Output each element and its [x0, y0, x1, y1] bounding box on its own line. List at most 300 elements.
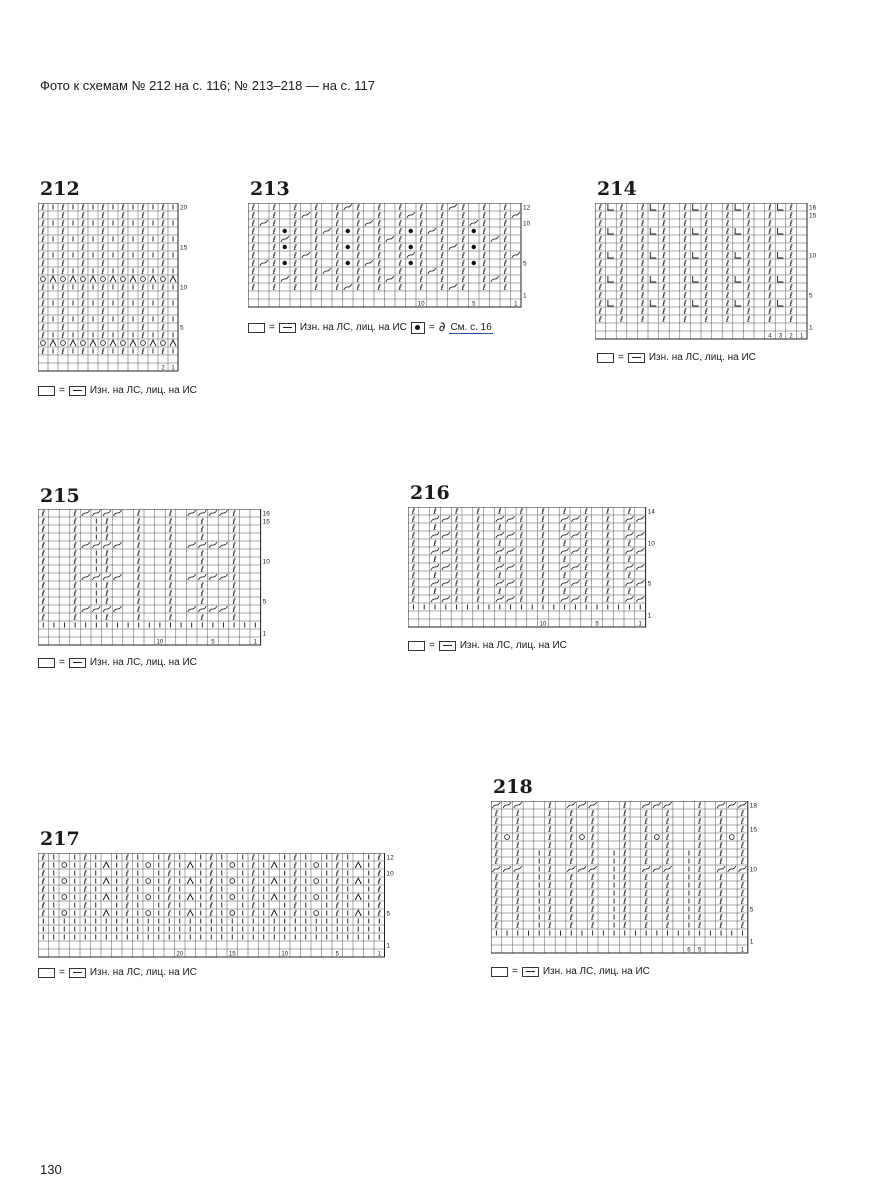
- twisted-stitch-mark: ℓ: [641, 243, 645, 252]
- twisted-stitch-mark: ℓ: [73, 613, 77, 622]
- twisted-stitch-mark: ℓ: [590, 881, 595, 890]
- twisted-stitch-mark: ℓ: [789, 203, 793, 212]
- slip-stitch-mark: [608, 300, 614, 306]
- twisted-stitch-mark: ℓ: [569, 825, 573, 834]
- twisted-stitch-mark: ℓ: [747, 235, 751, 244]
- twisted-stitch-mark: ℓ: [105, 589, 109, 598]
- twisted-stitch-mark: ℓ: [232, 581, 236, 590]
- stitch-symbols: [251, 203, 520, 292]
- twisted-stitch-mark: ℓ: [584, 515, 588, 524]
- twisted-stitch-mark: ℓ: [627, 507, 632, 516]
- twisted-stitch-mark: ℓ: [789, 235, 793, 244]
- cable-cross-mark: [82, 606, 90, 612]
- twisted-stitch-mark: ℓ: [61, 315, 65, 324]
- twisted-stitch-mark: ℓ: [768, 211, 772, 220]
- twisted-stitch-mark: ℓ: [623, 881, 627, 890]
- cable-cross-mark: [114, 574, 122, 580]
- yarn-over-mark: [146, 879, 151, 884]
- twisted-stitch-mark: ℓ: [516, 913, 520, 922]
- twisted-stitch-mark: ℓ: [548, 833, 552, 842]
- twisted-stitch-mark: ℓ: [569, 921, 573, 930]
- cable-cross-mark: [636, 564, 644, 570]
- twisted-stitch-mark: ℓ: [665, 809, 670, 818]
- decrease-mark: [355, 910, 361, 916]
- yarn-over-mark: [101, 341, 106, 346]
- twisted-stitch-mark: ℓ: [101, 331, 105, 340]
- row-tick-label: 10: [523, 220, 531, 228]
- twisted-stitch-mark: ℓ: [548, 801, 552, 810]
- cable-cross-mark: [496, 532, 504, 538]
- twisted-stitch-mark: ℓ: [137, 565, 141, 574]
- twisted-stitch-mark: ℓ: [619, 235, 624, 244]
- twisted-stitch-mark: ℓ: [411, 555, 416, 564]
- twisted-stitch-mark: ℓ: [232, 597, 236, 606]
- twisted-stitch-mark: ℓ: [665, 849, 670, 858]
- twisted-stitch-mark: ℓ: [121, 323, 125, 332]
- twisted-stitch-mark: ℓ: [167, 885, 171, 894]
- twisted-stitch-mark: ℓ: [398, 259, 402, 268]
- twisted-stitch-mark: ℓ: [665, 881, 670, 890]
- twisted-stitch-mark: ℓ: [584, 587, 588, 596]
- twisted-stitch-mark: ℓ: [335, 227, 339, 236]
- yarn-over-mark: [81, 277, 86, 282]
- cable-cross-mark: [625, 564, 633, 570]
- twisted-stitch-mark: ℓ: [200, 597, 204, 606]
- empty-cell-icon: [597, 353, 614, 363]
- twisted-stitch-mark: ℓ: [519, 587, 524, 596]
- row-tick-label: 16: [262, 510, 270, 518]
- twisted-stitch-mark: ℓ: [590, 921, 595, 930]
- slip-stitch-mark: [693, 276, 699, 282]
- twisted-stitch-mark: ℓ: [665, 841, 670, 850]
- twisted-stitch-mark: ℓ: [665, 857, 670, 866]
- twisted-stitch-mark: ℓ: [644, 841, 648, 850]
- twisted-stitch-mark: ℓ: [105, 581, 109, 590]
- page-header: Фото к схемам № 212 на с. 116; № 213–218 — на с. 117: [40, 78, 375, 93]
- twisted-stitch-mark: ℓ: [548, 809, 552, 818]
- twisted-stitch-mark: ℓ: [516, 841, 520, 850]
- cable-cross-mark: [428, 228, 436, 234]
- twisted-stitch-mark: ℓ: [768, 275, 772, 284]
- twisted-stitch-mark: ℓ: [121, 211, 125, 220]
- twisted-stitch-mark: ℓ: [41, 323, 45, 332]
- slip-stitch-mark: [778, 228, 784, 234]
- decrease-mark: [170, 276, 176, 282]
- twisted-stitch-mark: ℓ: [293, 861, 297, 870]
- twisted-stitch-mark: ℓ: [232, 525, 236, 534]
- column-tick-label: 5: [697, 947, 702, 954]
- twisted-stitch-mark: ℓ: [440, 275, 444, 284]
- decrease-mark: [187, 910, 193, 916]
- twisted-stitch-mark: ℓ: [704, 315, 708, 324]
- twisted-stitch-mark: ℓ: [516, 889, 520, 898]
- twisted-stitch-mark: ℓ: [41, 557, 45, 566]
- twisted-stitch-mark: ℓ: [789, 275, 793, 284]
- twisted-stitch-mark: ℓ: [697, 857, 702, 866]
- twisted-stitch-mark: ℓ: [519, 579, 524, 588]
- yarn-over-mark: [62, 863, 67, 868]
- twisted-stitch-mark: ℓ: [356, 275, 360, 284]
- cable-cross-mark: [507, 548, 515, 554]
- row-tick-label: 5: [180, 324, 184, 332]
- twisted-stitch-mark: ℓ: [683, 267, 687, 276]
- twisted-stitch-mark: ℓ: [548, 897, 552, 906]
- twisted-stitch-mark: ℓ: [641, 219, 645, 228]
- twisted-stitch-mark: ℓ: [569, 817, 573, 826]
- twisted-stitch-mark: ℓ: [83, 853, 87, 862]
- twisted-stitch-mark: ℓ: [503, 219, 507, 228]
- twisted-stitch-mark: ℓ: [41, 877, 45, 886]
- twisted-stitch-mark: ℓ: [83, 861, 87, 870]
- decrease-mark: [355, 878, 361, 884]
- twisted-stitch-mark: ℓ: [168, 573, 173, 582]
- twisted-stitch-mark: ℓ: [619, 275, 624, 284]
- twisted-stitch-mark: ℓ: [377, 219, 381, 228]
- twisted-stitch-mark: ℓ: [454, 571, 459, 580]
- twisted-stitch-mark: ℓ: [251, 227, 255, 236]
- column-tick-label: 1: [171, 365, 175, 372]
- legend-214: = Изн. на ЛС, лиц. на ИС: [597, 352, 756, 363]
- twisted-stitch-mark: ℓ: [314, 243, 318, 252]
- twisted-stitch-mark: ℓ: [725, 211, 730, 220]
- twisted-stitch-mark: ℓ: [619, 283, 624, 292]
- twisted-stitch-mark: ℓ: [619, 299, 624, 308]
- twisted-stitch-mark: ℓ: [121, 307, 125, 316]
- twisted-stitch-mark: ℓ: [411, 579, 416, 588]
- twisted-stitch-mark: ℓ: [623, 825, 627, 834]
- twisted-stitch-mark: ℓ: [232, 557, 236, 566]
- cable-cross-mark: [198, 510, 206, 516]
- twisted-stitch-mark: ℓ: [454, 579, 459, 588]
- cable-cross-mark: [589, 802, 597, 808]
- twisted-stitch-mark: ℓ: [747, 227, 751, 236]
- cable-cross-mark: [507, 580, 515, 586]
- twisted-stitch-mark: ℓ: [293, 283, 297, 292]
- twisted-stitch-mark: ℓ: [81, 235, 85, 244]
- twisted-stitch-mark: ℓ: [335, 235, 339, 244]
- yarn-over-mark: [230, 879, 235, 884]
- twisted-stitch-mark: ℓ: [719, 897, 723, 906]
- twisted-stitch-mark: ℓ: [419, 243, 423, 252]
- twisted-stitch-mark: ℓ: [598, 243, 602, 252]
- twisted-stitch-mark: ℓ: [141, 243, 145, 252]
- twisted-stitch-mark: ℓ: [356, 211, 360, 220]
- cable-cross-mark: [365, 260, 373, 266]
- twisted-stitch-mark: ℓ: [584, 571, 588, 580]
- twisted-stitch-mark: ℓ: [81, 307, 85, 316]
- twisted-stitch-mark: ℓ: [503, 251, 507, 260]
- twisted-stitch-mark: ℓ: [105, 517, 109, 526]
- bobble-mark: [283, 229, 287, 233]
- cable-cross-mark: [442, 548, 450, 554]
- twisted-stitch-mark: ℓ: [503, 259, 507, 268]
- twisted-stitch-mark: ℓ: [619, 259, 624, 268]
- twisted-stitch-mark: ℓ: [377, 885, 381, 894]
- twisted-stitch-mark: ℓ: [747, 219, 751, 228]
- twisted-stitch-mark: ℓ: [398, 219, 402, 228]
- twisted-stitch-mark: ℓ: [440, 235, 444, 244]
- twisted-stitch-mark: ℓ: [377, 909, 381, 918]
- twisted-stitch-mark: ℓ: [641, 211, 645, 220]
- twisted-stitch-mark: ℓ: [747, 259, 751, 268]
- twisted-stitch-mark: ℓ: [789, 243, 793, 252]
- chart-215-title: 215: [40, 485, 80, 507]
- twisted-stitch-mark: ℓ: [548, 921, 552, 930]
- decrease-mark: [150, 340, 156, 346]
- yarn-over-mark: [146, 863, 151, 868]
- twisted-stitch-mark: ℓ: [569, 889, 573, 898]
- twisted-stitch-mark: ℓ: [644, 921, 648, 930]
- twisted-stitch-mark: ℓ: [768, 259, 772, 268]
- yarn-over-mark: [62, 895, 67, 900]
- row-tick-label: 10: [262, 558, 270, 566]
- twisted-stitch-mark: ℓ: [503, 211, 507, 220]
- decrease-mark: [130, 276, 136, 282]
- cable-cross-mark: [209, 606, 217, 612]
- twisted-stitch-mark: ℓ: [411, 563, 416, 572]
- twisted-stitch-mark: ℓ: [41, 291, 45, 300]
- decrease-mark: [70, 340, 76, 346]
- slip-stitch-mark: [735, 252, 741, 258]
- twisted-stitch-mark: ℓ: [598, 203, 602, 212]
- twisted-stitch-mark: ℓ: [516, 897, 520, 906]
- twisted-stitch-mark: ℓ: [569, 849, 573, 858]
- cable-cross-mark: [92, 606, 100, 612]
- chart-215-grid: [38, 509, 278, 651]
- twisted-stitch-mark: ℓ: [590, 825, 595, 834]
- twisted-stitch-mark: ℓ: [293, 267, 297, 276]
- cable-cross-mark: [578, 866, 586, 872]
- twisted-stitch-mark: ℓ: [61, 307, 65, 316]
- twisted-stitch-mark: ℓ: [41, 267, 45, 276]
- twisted-stitch-mark: ℓ: [704, 307, 708, 316]
- twisted-stitch-mark: ℓ: [161, 227, 165, 236]
- twisted-stitch-mark: ℓ: [168, 565, 173, 574]
- twisted-stitch-mark: ℓ: [619, 227, 624, 236]
- twisted-stitch-mark: ℓ: [623, 833, 627, 842]
- yarn-over-mark: [230, 911, 235, 916]
- twisted-stitch-mark: ℓ: [293, 243, 297, 252]
- twisted-stitch-mark: ℓ: [569, 833, 573, 842]
- twisted-stitch-mark: ℓ: [476, 515, 480, 524]
- twisted-stitch-mark: ℓ: [168, 605, 173, 614]
- twisted-stitch-mark: ℓ: [482, 219, 486, 228]
- twisted-stitch-mark: ℓ: [419, 235, 423, 244]
- row-tick-label: 14: [647, 508, 655, 516]
- twisted-stitch-mark: ℓ: [503, 283, 507, 292]
- decrease-mark: [355, 862, 361, 868]
- twisted-stitch-mark: ℓ: [516, 833, 520, 842]
- cable-cross-mark: [625, 516, 633, 522]
- cable-cross-mark: [571, 580, 579, 586]
- twisted-stitch-mark: ℓ: [200, 549, 204, 558]
- twisted-stitch-mark: ℓ: [81, 283, 85, 292]
- twisted-stitch-mark: ℓ: [335, 219, 339, 228]
- twisted-stitch-mark: ℓ: [683, 203, 687, 212]
- twisted-stitch-mark: ℓ: [314, 267, 318, 276]
- slip-stitch-mark: [735, 228, 741, 234]
- slip-stitch-mark: [650, 204, 656, 210]
- twisted-stitch-mark: ℓ: [725, 275, 730, 284]
- cable-cross-mark: [431, 580, 439, 586]
- twisted-stitch-mark: ℓ: [81, 203, 85, 212]
- twisted-stitch-mark: ℓ: [168, 613, 173, 622]
- twisted-stitch-mark: ℓ: [377, 259, 381, 268]
- twisted-stitch-mark: ℓ: [398, 235, 402, 244]
- twisted-stitch-mark: ℓ: [232, 549, 236, 558]
- twisted-stitch-mark: ℓ: [665, 873, 670, 882]
- twisted-stitch-mark: ℓ: [619, 267, 624, 276]
- twisted-stitch-mark: ℓ: [121, 331, 125, 340]
- legend-217-text: Изн. на ЛС, лиц. на ИС: [89, 967, 197, 978]
- twisted-stitch-mark: ℓ: [623, 913, 627, 922]
- twisted-stitch-mark: ℓ: [137, 581, 141, 590]
- twisted-stitch-mark: ℓ: [541, 547, 545, 556]
- column-tick-label: 3: [778, 333, 783, 340]
- twisted-stitch-mark: ℓ: [440, 259, 444, 268]
- twisted-stitch-mark: ℓ: [314, 227, 318, 236]
- twisted-stitch-mark: ℓ: [541, 507, 545, 516]
- slip-stitch-mark: [693, 300, 699, 306]
- twisted-stitch-mark: ℓ: [768, 291, 772, 300]
- legend-215-text: Изн. на ЛС, лиц. на ИС: [89, 657, 197, 668]
- twisted-stitch-mark: ℓ: [641, 291, 645, 300]
- twisted-stitch-mark: ℓ: [548, 841, 552, 850]
- yarn-over-mark: [61, 277, 66, 282]
- empty-cell-icon: [38, 968, 55, 978]
- twisted-stitch-mark: ℓ: [768, 299, 772, 308]
- column-tick-label: 1: [253, 639, 257, 646]
- row-tick-label: 10: [749, 866, 758, 874]
- twisted-stitch-mark: ℓ: [494, 881, 499, 890]
- twisted-stitch-mark: ℓ: [168, 533, 173, 542]
- twisted-stitch-mark: ℓ: [541, 523, 545, 532]
- twisted-stitch-mark: ℓ: [141, 347, 145, 356]
- twisted-stitch-mark: ℓ: [335, 901, 339, 910]
- twisted-stitch-mark: ℓ: [137, 597, 141, 606]
- cable-cross-mark: [442, 532, 450, 538]
- cable-cross-mark: [281, 276, 289, 282]
- chart-218-grid: [491, 801, 766, 959]
- twisted-stitch-mark: ℓ: [81, 299, 85, 308]
- twisted-stitch-mark: ℓ: [272, 275, 276, 284]
- twisted-stitch-mark: ℓ: [251, 211, 255, 220]
- twisted-stitch-mark: ℓ: [516, 849, 520, 858]
- twisted-stitch-mark: ℓ: [73, 517, 77, 526]
- row-tick-label: 5: [523, 260, 527, 268]
- twisted-stitch-mark: ℓ: [747, 275, 751, 284]
- cable-cross-mark: [431, 516, 439, 522]
- twisted-stitch-mark: ℓ: [747, 267, 751, 276]
- yarn-over-mark: [505, 835, 510, 840]
- twisted-stitch-mark: ℓ: [789, 259, 793, 268]
- column-tick-label: 4: [768, 333, 772, 340]
- yarn-over-mark: [161, 341, 166, 346]
- twisted-stitch-mark: ℓ: [454, 531, 459, 540]
- twisted-stitch-mark: ℓ: [73, 605, 77, 614]
- twisted-stitch-mark: ℓ: [209, 901, 213, 910]
- legend-212: = Изн. на ЛС, лиц. на ИС: [38, 385, 197, 396]
- cable-cross-mark: [496, 596, 504, 602]
- cable-cross-mark: [82, 542, 90, 548]
- twisted-stitch-mark: ℓ: [665, 889, 670, 898]
- twisted-stitch-mark: ℓ: [619, 219, 624, 228]
- twisted-stitch-mark: ℓ: [121, 291, 125, 300]
- twisted-stitch-mark: ℓ: [168, 597, 173, 606]
- twisted-stitch-mark: ℓ: [141, 227, 145, 236]
- twisted-stitch-mark: ℓ: [272, 227, 276, 236]
- row-tick-label: 5: [749, 906, 754, 914]
- twisted-stitch-mark: ℓ: [482, 211, 486, 220]
- twisted-stitch-mark: ℓ: [167, 901, 171, 910]
- twisted-stitch-mark: ℓ: [101, 347, 105, 356]
- twisted-stitch-mark: ℓ: [665, 913, 670, 922]
- twisted-stitch-mark: ℓ: [356, 259, 360, 268]
- twisted-stitch-mark: ℓ: [740, 881, 745, 890]
- twisted-stitch-mark: ℓ: [725, 315, 730, 324]
- twisted-stitch-mark: ℓ: [498, 555, 502, 564]
- twisted-stitch-mark: ℓ: [683, 299, 687, 308]
- twisted-stitch-mark: ℓ: [141, 235, 145, 244]
- decrease-mark: [355, 894, 361, 900]
- twisted-stitch-mark: ℓ: [697, 817, 702, 826]
- cable-cross-mark: [431, 564, 439, 570]
- twisted-stitch-mark: ℓ: [562, 555, 567, 564]
- twisted-stitch-mark: ℓ: [433, 523, 437, 532]
- row-tick-label: 1: [386, 942, 391, 950]
- yarn-over-mark: [146, 911, 151, 916]
- bobble-mark: [283, 245, 287, 249]
- cable-cross-mark: [561, 532, 569, 538]
- twisted-stitch-mark: ℓ: [476, 555, 480, 564]
- twisted-stitch-mark: ℓ: [251, 267, 255, 276]
- twisted-stitch-mark: ℓ: [606, 587, 610, 596]
- cable-cross-mark: [198, 542, 206, 548]
- twisted-stitch-mark: ℓ: [697, 889, 702, 898]
- twisted-stitch-mark: ℓ: [335, 909, 339, 918]
- cable-cross-mark: [571, 596, 579, 602]
- chart-212-title: 212: [40, 178, 80, 200]
- twisted-stitch-mark: ℓ: [704, 203, 708, 212]
- twisted-stitch-mark: ℓ: [503, 235, 507, 244]
- twisted-stitch-mark: ℓ: [683, 315, 687, 324]
- twisted-stitch-mark: ℓ: [454, 595, 459, 604]
- twisted-stitch-mark: ℓ: [768, 267, 772, 276]
- twisted-stitch-mark: ℓ: [590, 817, 595, 826]
- cable-cross-mark: [561, 564, 569, 570]
- twisted-stitch-mark: ℓ: [137, 517, 141, 526]
- twisted-stitch-mark: ℓ: [293, 909, 297, 918]
- decrease-mark: [187, 862, 193, 868]
- twisted-stitch-mark: ℓ: [419, 219, 423, 228]
- twisted-stitch-mark: ℓ: [725, 259, 730, 268]
- twisted-stitch-mark: ℓ: [121, 347, 125, 356]
- twisted-stitch-mark: ℓ: [335, 259, 339, 268]
- twisted-stitch-mark: ℓ: [503, 227, 507, 236]
- twisted-stitch-mark: ℓ: [641, 307, 645, 316]
- cable-cross-mark: [220, 510, 228, 516]
- twisted-stitch-mark: ℓ: [725, 235, 730, 244]
- yarn-over-mark: [62, 879, 67, 884]
- twisted-stitch-mark: ℓ: [683, 307, 687, 316]
- cable-cross-mark: [92, 574, 100, 580]
- twisted-stitch-mark: ℓ: [623, 809, 627, 818]
- twisted-stitch-mark: ℓ: [619, 291, 624, 300]
- twisted-stitch-mark: ℓ: [590, 833, 595, 842]
- slip-stitch-mark: [735, 204, 741, 210]
- twisted-stitch-mark: ℓ: [73, 589, 77, 598]
- twisted-stitch-mark: ℓ: [662, 299, 666, 308]
